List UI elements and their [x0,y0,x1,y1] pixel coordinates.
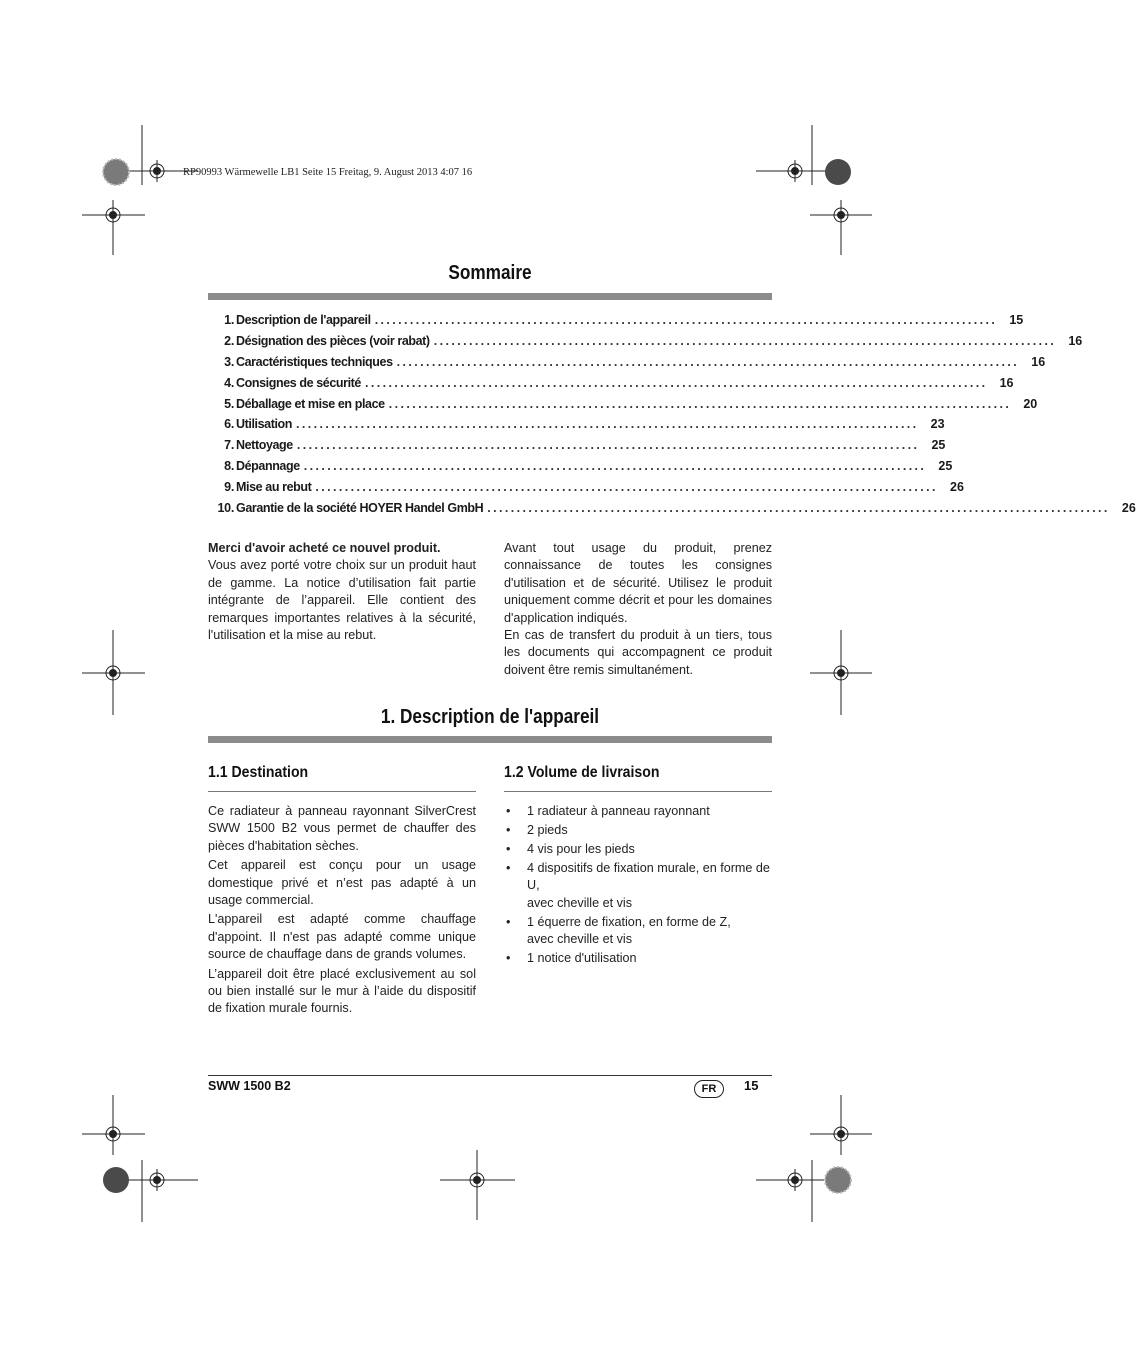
destination-paragraph: Ce radiateur à panneau rayonnant SilverCrest SWW 1500 B2 vous permet de chauffer des pièces d'habitation sèches. [208,804,476,853]
toc-leader: .......................................................................................................... [433,334,1057,349]
list-item: • 2 pieds [504,822,772,839]
toc-title-bar [208,293,772,300]
intro-right-paragraph-2: En cas de transfert du produit à un tiers, tous les documents qui accompagnent ce produit doivent être remis simultanément. [504,628,772,677]
delivery-heading-rule [504,791,772,792]
section-title-bar [208,736,772,743]
toc-entry[interactable]: 9. Mise au rebut .......................................................................................................... 26 [224,479,964,494]
destination-heading-rule [208,791,476,792]
delivery-heading: 1.2 Volume de livraison [504,764,660,781]
list-item: • 4 dispositifs de fixation murale, en forme de U, avec cheville et vis [504,860,772,912]
destination-paragraph: Cet appareil est conçu pour un usage domestique privé et n’est pas adapté à un usage commercial. [208,858,476,908]
destination-heading: 1.1 Destination [208,764,309,781]
language-badge: FR [694,1080,724,1098]
section-title: 1. Description de l'appareil [380,706,600,728]
delivery-list-container [504,803,772,969]
toc-entry[interactable]: 6. Utilisation .......................................................................................................... 23 [224,417,945,432]
delivery-list [504,803,772,968]
toc-leader: .......................................................................................................... [296,417,919,432]
toc-leader: .......................................................................................................... [364,375,988,390]
toc-entry[interactable]: 3. Caractéristiques techniques .......................................................................................................... 16 [224,354,1046,369]
toc-leader: .......................................................................................................... [296,438,920,453]
page-number: 15 [744,1078,759,1093]
destination-text [208,803,476,1018]
intro-lead: Merci d'avoir acheté ce nouvel produit. [208,541,441,555]
intro-right-paragraph-1: Avant tout usage du produit, prenez connaissance de toutes les consignes d'utilisation et de sécurité. Utilisez le produit uniquement comme décrit et pour les domaines d'application indiqués. [504,541,772,625]
list-item: • 1 équerre de fixation, en forme de Z, avec cheville et vis [504,914,772,949]
intro-left-column [208,540,476,644]
toc-entry[interactable]: 2. Désignation des pièces (voir rabat) .......................................................................................................... 16 [224,334,1083,349]
toc-leader: .......................................................................................................... [374,313,998,328]
toc-entry[interactable]: 4. Consignes de sécurité .......................................................................................................... 16 [224,375,1014,390]
intro-right-column [504,540,772,679]
toc-entry[interactable]: 8. Dépannage .......................................................................................................... 25 [224,458,953,473]
toc-leader: .......................................................................................................... [388,396,1012,411]
toc-leader: .......................................................................................................... [303,458,927,473]
list-item: • 4 vis pour les pieds [504,841,772,858]
list-item: • 1 radiateur à panneau rayonnant [504,803,772,820]
toc-leader: .......................................................................................................... [315,479,938,494]
toc-entry[interactable]: 5. Déballage et mise en place .......................................................................................................... 20 [224,396,1038,411]
table-of-contents [208,310,1136,518]
footer-model: SWW 1500 B2 [208,1079,291,1093]
destination-paragraph: L'appareil est adapté comme chauffage d'appoint. Il n'est pas adapté comme unique source de chauffage dans de grands volumes. [208,912,476,962]
destination-paragraph: L’appareil doit être placé exclusivement au sol ou bien installé sur le mur à l’aide du dispositif de fixation murale fournis. [208,966,476,1016]
list-item: • 1 notice d'utilisation [504,950,772,967]
intro-left-text: Vous avez porté votre choix sur un produit haut de gamme. La notice d’utilisation fait partie intégrante de l’appareil. Elle contient des remarques importantes relatives à la sécurité, l'utilisation et la mise au rebut. [208,558,476,643]
toc-leader: .......................................................................................................... [396,354,1020,369]
toc-title: Sommaire [448,262,532,284]
footer-rule [208,1075,772,1076]
print-slug: RP90993 Wärmewelle LB1 Seite 15 Freitag, 9. August 2013 4:07 16 [183,167,473,178]
toc-leader: .......................................................................................................... [487,500,1110,515]
toc-entry[interactable]: 10. Garantie de la société HOYER Handel GmbH .......................................................................................................... 26 [217,500,1136,515]
toc-entry[interactable]: 1. Description de l'appareil .......................................................................................................... 15 [224,313,1024,328]
toc-entry[interactable]: 7. Nettoyage .......................................................................................................... 25 [224,438,946,453]
